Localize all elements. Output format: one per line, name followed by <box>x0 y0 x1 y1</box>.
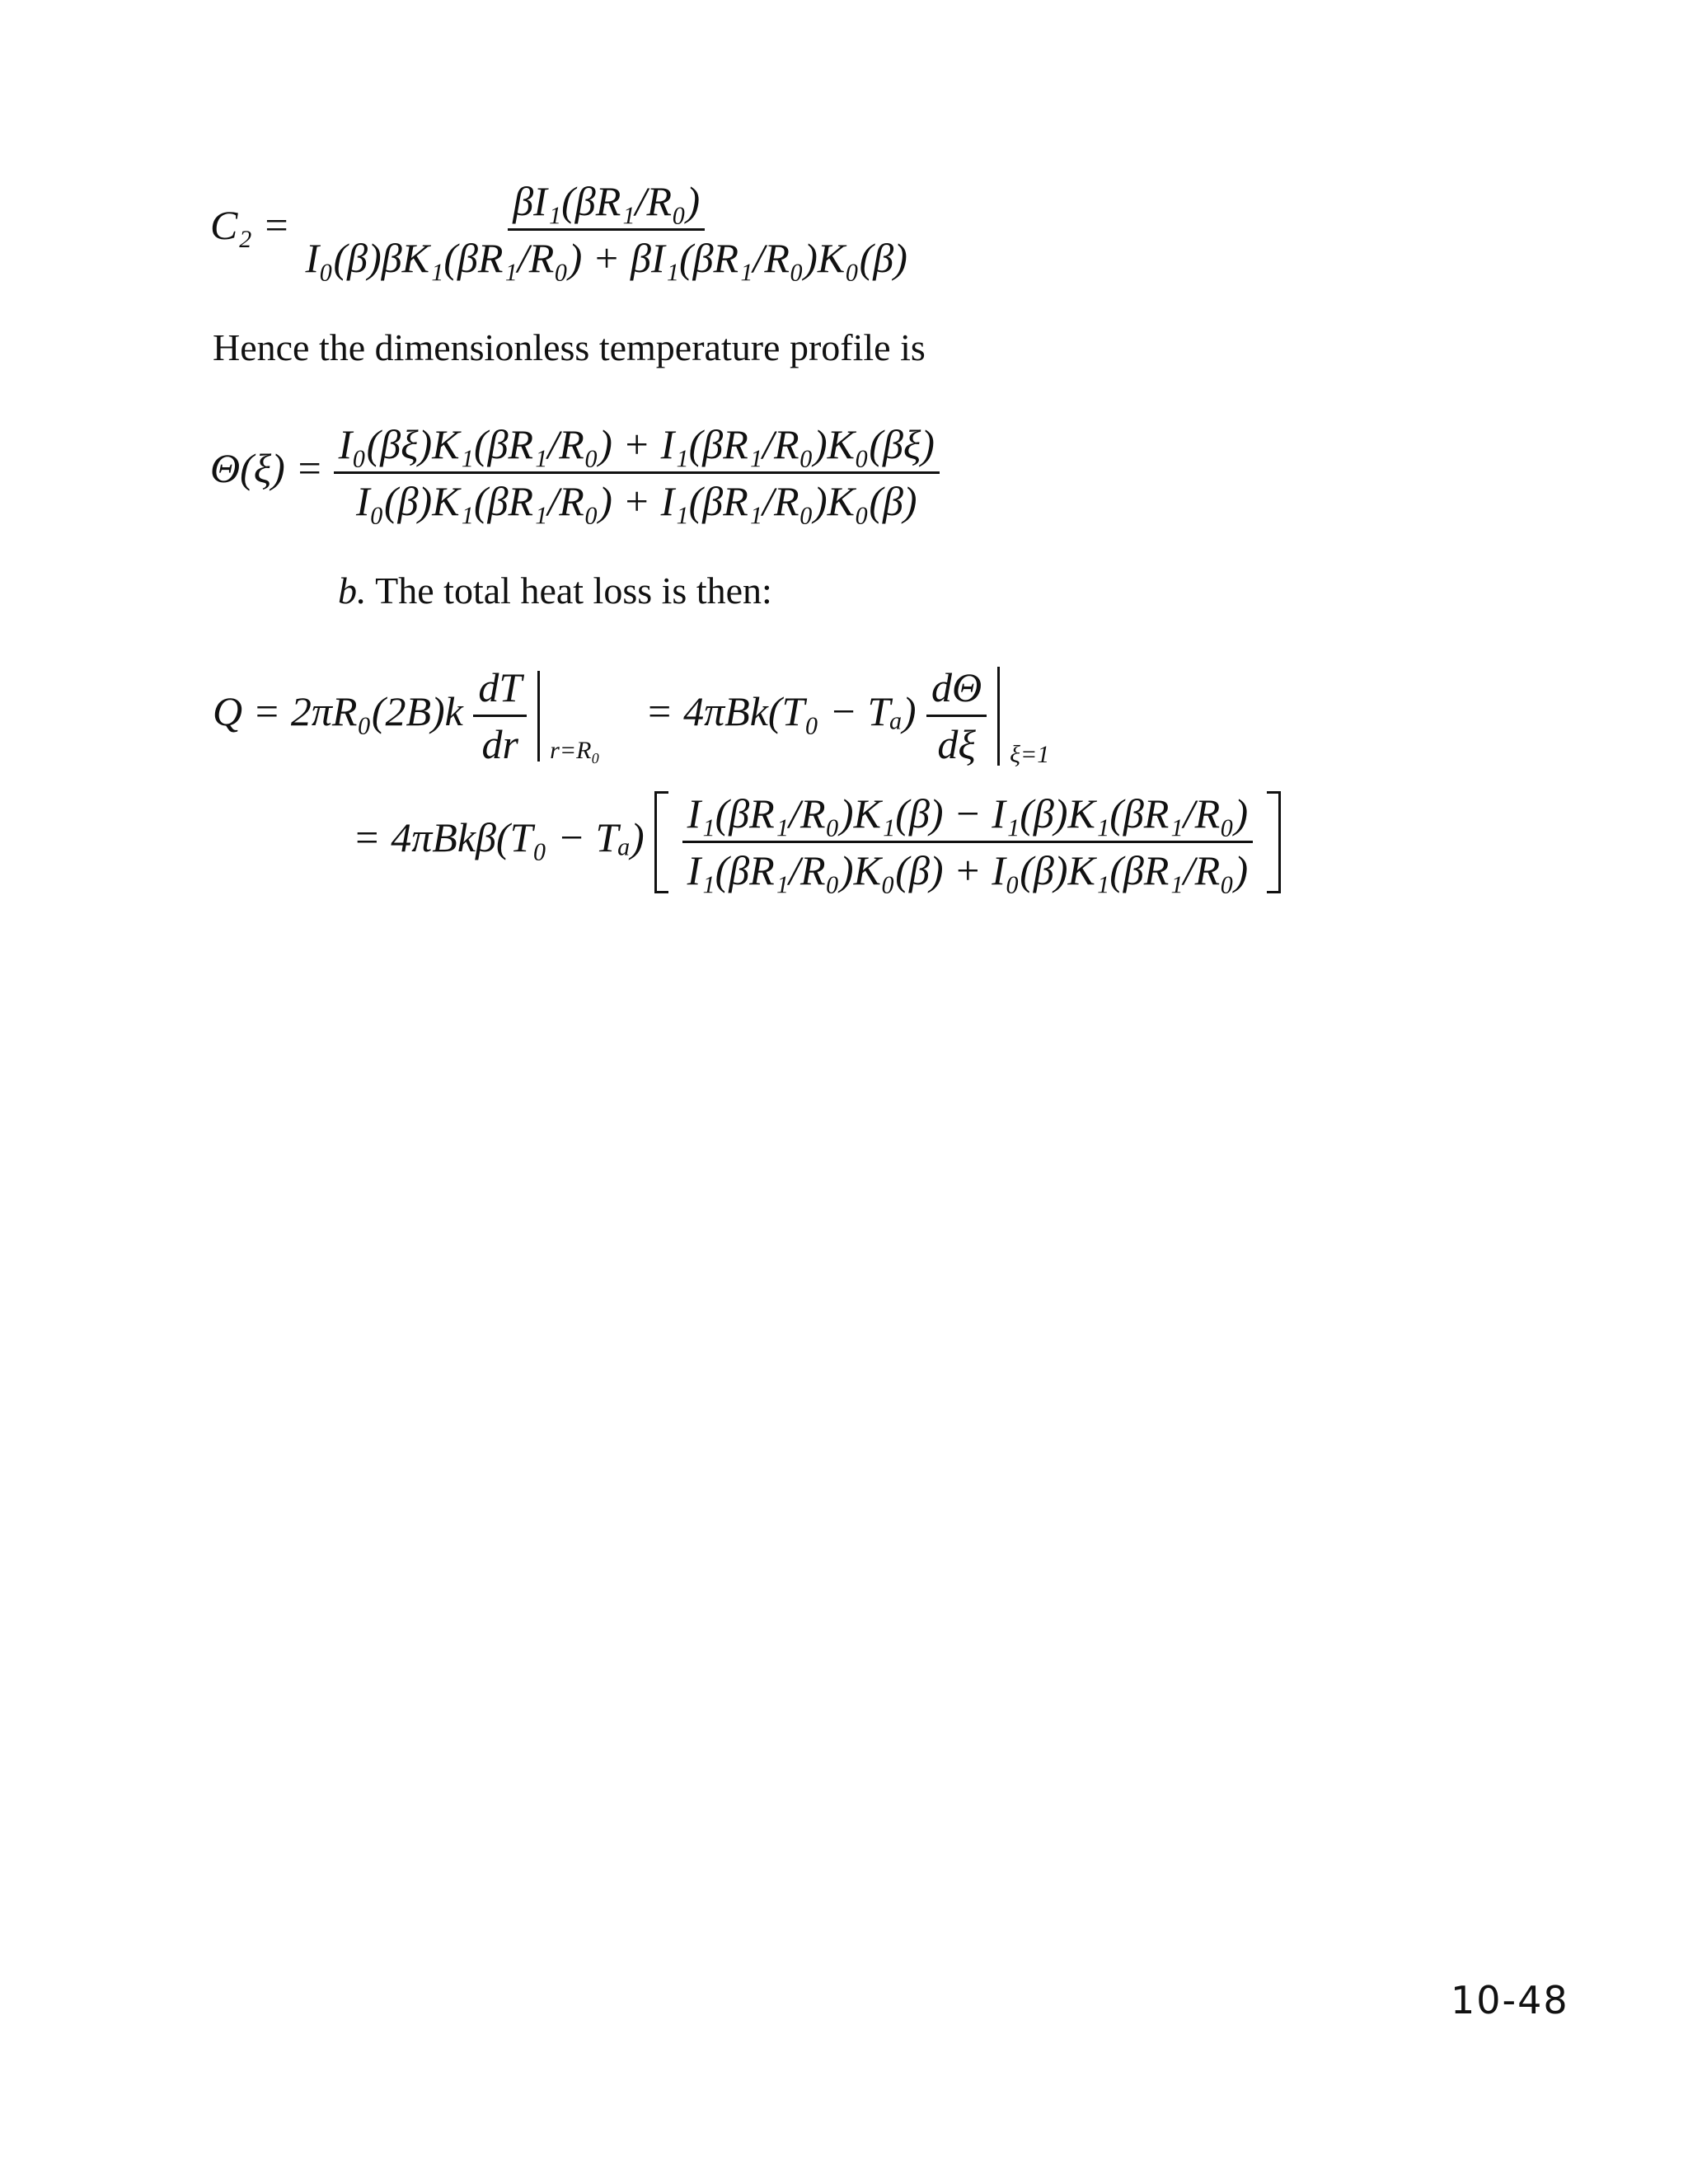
part-b-heading <box>338 569 772 612</box>
c2-numerator: βI₁(βR₁/R₀) <box>508 177 705 231</box>
dtheta-dxi-fraction <box>926 663 987 768</box>
theta-numerator: I₀(βξ)K₁(βR₁/R₀) + I₁(βR₁/R₀)K₀(βξ) <box>334 420 940 474</box>
right-bracket <box>1267 791 1281 893</box>
part-b-text: The total heat loss is then: <box>366 569 772 612</box>
equation-theta <box>210 420 940 525</box>
eval-subscript-2: ξ=1 <box>1010 740 1050 768</box>
q-lhs: Q = 2πR₀(2B)k <box>213 687 463 734</box>
q2-numerator: I₁(βR₁/R₀)K₁(β) − I₁(β)K₁(βR₁/R₀) <box>682 790 1254 843</box>
eval-bar-2 <box>997 667 1000 766</box>
dt-dr-fraction <box>473 663 527 768</box>
dt-numerator: dT <box>473 663 527 717</box>
c2-fraction <box>300 177 912 282</box>
q2-lhs: = 4πBkβ(T₀ − Tₐ) <box>353 813 645 860</box>
equation-q-line1 <box>213 663 1049 769</box>
q-middle: = 4πBk(T₀ − Tₐ) <box>645 687 917 734</box>
part-b-label: b. <box>338 569 367 612</box>
eval-subscript-1: r=R₀ <box>550 736 600 764</box>
theta-fraction <box>334 420 940 525</box>
theta-lhs: Θ(ξ) = <box>210 444 324 491</box>
dtheta-numerator: dΘ <box>926 663 987 717</box>
dxi-denominator: dξ <box>937 721 976 767</box>
theta-denominator: I₀(β)K₁(βR₁/R₀) + I₁(βR₁/R₀)K₀(β) <box>355 478 917 524</box>
dr-denominator: dr <box>481 721 518 767</box>
page-number: 10-48 <box>1451 1978 1569 2022</box>
q2-fraction <box>682 790 1254 894</box>
equation-q-line2 <box>353 790 1281 894</box>
c2-lhs: C₂ = <box>210 201 290 248</box>
q2-denominator: I₁(βR₁/R₀)K₀(β) + I₀(β)K₁(βR₁/R₀) <box>687 847 1249 893</box>
eval-bar-1 <box>537 671 540 762</box>
hence-sentence: Hence the dimensionless temperature profile is <box>213 326 926 368</box>
equation-c2 <box>210 177 912 282</box>
left-bracket <box>654 791 668 893</box>
c2-denominator: I₀(β)βK₁(βR₁/R₀) + βI₁(βR₁/R₀)K₀(β) <box>305 235 907 281</box>
